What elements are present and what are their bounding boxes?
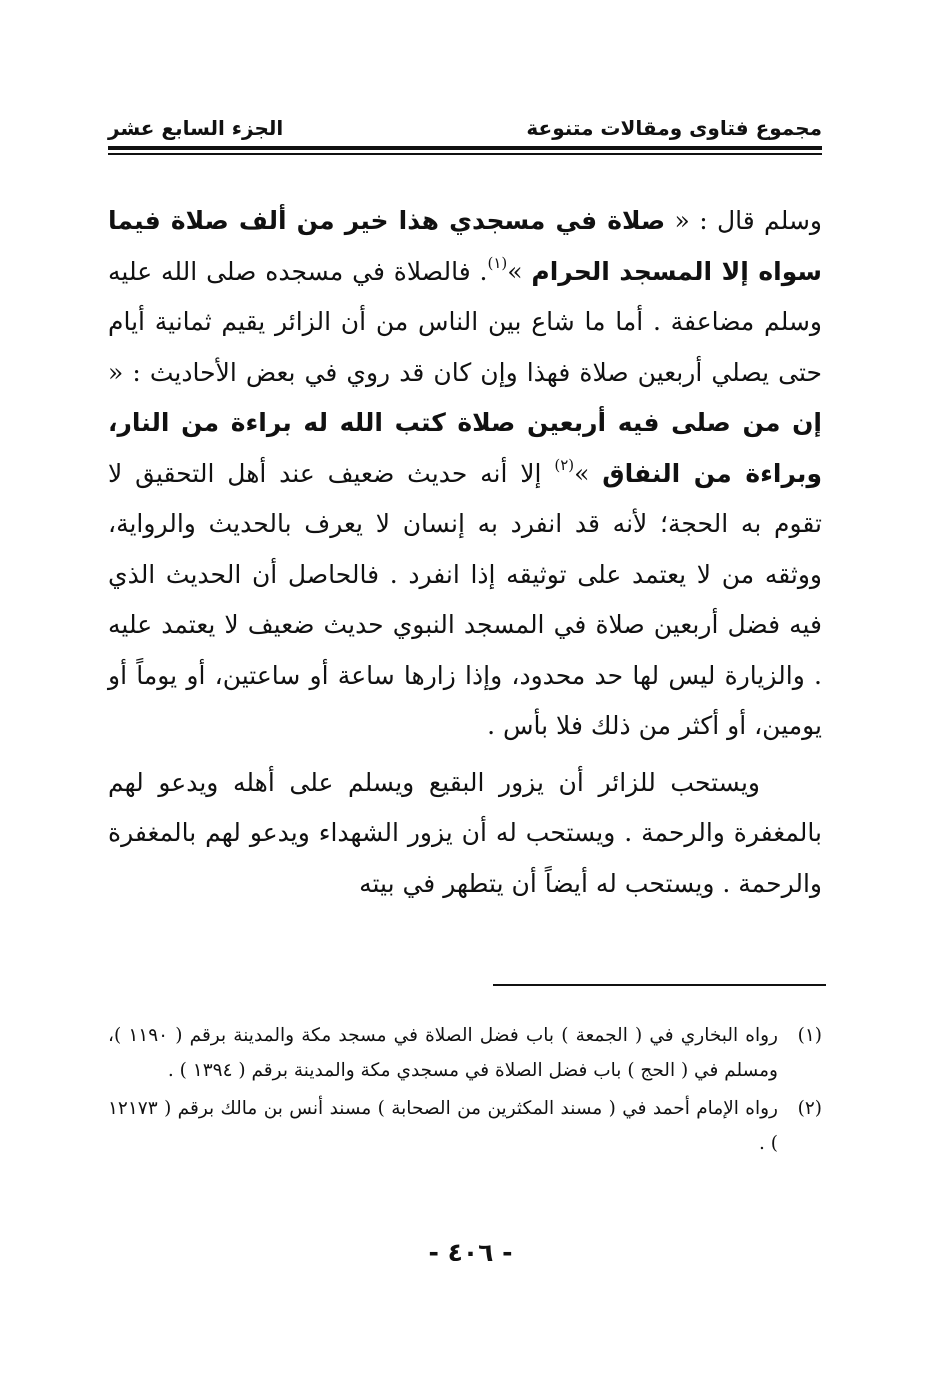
text-run: إلا أنه حديث ضعيف عند أهل التحقيق لا تقوم به الحجة؛ لأنه قد انفرد به إنسان لا يعرف بالحديث والرواية، ووثقه من لا يعتمد على توثيقه إذا انفرد . فالحاصل أن الحديث الذي فيه فضل أربعين صلاة في المسجد النبوي حديث ضعيف لا يعتمد عليه . والزيارة ليس لها حد محدود، وإذا زارها ساعة أو ساعتين، أو يوماً أو يومين، أو أكثر من ذلك فلا بأس . xyxy=(108,458,822,740)
text-run: . فالصلاة في مسجده صلى الله عليه وسلم مضاعفة . أما ما شاع بين الناس من أن الزائر يقيم ثمانية أيام حتى يصلي أربعين صلاة فهذا وإن كان قد روي في بعض الأحاديث : « xyxy=(108,256,822,387)
footnote-separator xyxy=(493,984,826,986)
footnote-ref-2: (٢) xyxy=(554,456,575,475)
header-rule-thin xyxy=(108,153,822,155)
footnotes xyxy=(108,1018,822,1164)
main-text xyxy=(108,196,822,909)
header-volume: الجزء السابع عشر xyxy=(108,116,284,140)
paragraph-2: ويستحب للزائر أن يزور البقيع ويسلم على أهله ويدعو لهم بالمغفرة والرحمة . ويستحب له أن يزور الشهداء ويدعو لهم بالمغفرة والرحمة . ويستحب له أيضاً أن يتطهر في بيته xyxy=(108,767,822,898)
footnote-number: (١) xyxy=(797,1025,822,1046)
text-run: » xyxy=(574,458,603,488)
footnote-text: رواه البخاري في ( الجمعة ) باب فضل الصلاة في مسجد مكة والمدينة برقم ( ١١٩٠ )، ومسلم في ( الحج ) باب فضل الصلاة في مسجدي مكة والمدينة برقم ( ١٣٩٤ ) . xyxy=(108,1025,778,1081)
text-run: » xyxy=(507,256,532,286)
footnote-ref-1: (١) xyxy=(487,254,508,273)
page-number: - ٤٠٦ - xyxy=(428,1238,513,1267)
header-rule-thick xyxy=(108,146,822,150)
hadith-quote-1: صلاة في مسجدي هذا خير من ألف صلاة فيما سواه إلا المسجد الحرام xyxy=(108,206,822,286)
footnote-text: رواه الإمام أحمد في ( مسند المكثرين من الصحابة ) مسند أنس بن مالك برقم ( ١٢١٧٣ ) . xyxy=(108,1098,778,1154)
footnote-2 xyxy=(108,1091,822,1161)
hadith-quote-2: إن من صلى فيه أربعين صلاة كتب الله له براءة من النار، وبراءة من النفاق xyxy=(108,408,822,488)
header-book-title: مجموع فتاوى ومقالات متنوعة xyxy=(526,116,822,140)
text-run: وسلم قال : « xyxy=(665,206,822,235)
running-header xyxy=(108,112,822,146)
paragraph-1 xyxy=(108,196,822,752)
footnote-1 xyxy=(108,1018,822,1088)
footnote-number: (٢) xyxy=(797,1098,822,1119)
